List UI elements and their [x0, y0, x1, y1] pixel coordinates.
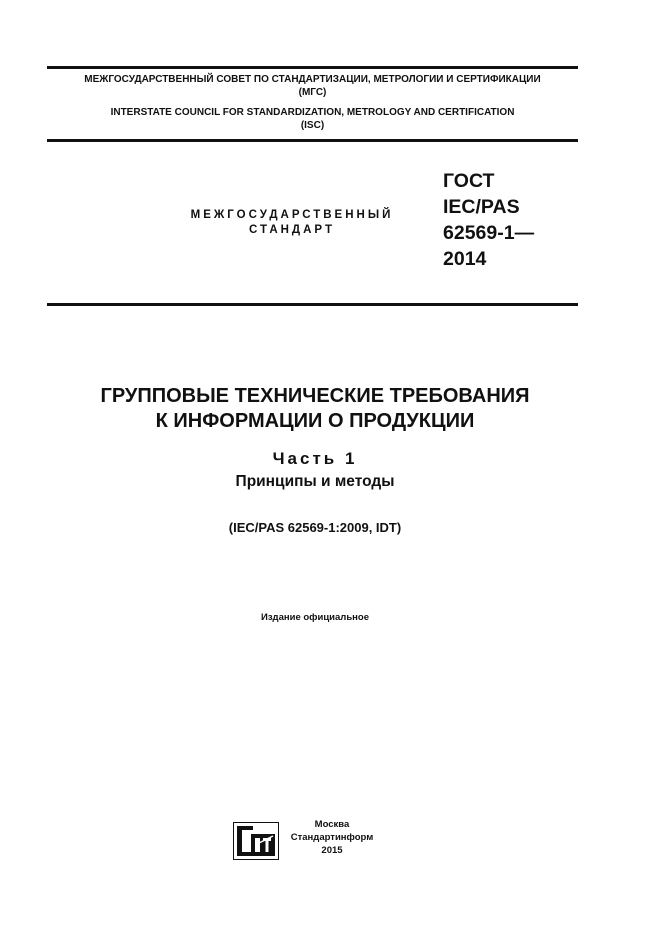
- document-title-line1: ГРУППОВЫЕ ТЕХНИЧЕСКИЕ ТРЕБОВАНИЯ: [100, 385, 530, 407]
- standard-kind-line1: МЕЖГОСУДАРСТВЕННЫЙ: [190, 209, 394, 221]
- standard-code-line: 2014: [443, 248, 487, 270]
- document-reference: (IEC/PAS 62569-1:2009, IDT): [228, 520, 402, 535]
- standard-code-line: IEC/PAS: [443, 196, 520, 218]
- publisher: [283, 818, 381, 857]
- council-en-abbr: (ISC): [300, 120, 325, 131]
- document-subtitle: Принципы и методы: [235, 473, 395, 490]
- standartinform-logo-icon: [233, 822, 279, 860]
- council-ru: [47, 73, 578, 99]
- document-title: [40, 384, 590, 434]
- standard-code-line: 62569-1—: [443, 222, 535, 244]
- publisher-name: Стандартинформ: [290, 832, 374, 843]
- publisher-year: 2015: [321, 845, 343, 856]
- standard-code-line: ГОСТ: [443, 170, 495, 192]
- bottom-rule: [47, 303, 578, 306]
- document-part: Часть 1: [272, 449, 358, 468]
- standard-kind: [168, 208, 416, 238]
- top-rule: [47, 66, 578, 69]
- publisher-city: Москва: [314, 819, 350, 830]
- council-en: [47, 106, 578, 132]
- council-ru-abbr: (МГС): [298, 87, 327, 98]
- standard-code: [443, 168, 534, 272]
- document-title-line2: К ИНФОРМАЦИИ О ПРОДУКЦИИ: [155, 410, 475, 432]
- standard-kind-line2: СТАНДАРТ: [249, 224, 335, 236]
- edition-note: Издание официальное: [261, 612, 369, 623]
- middle-rule: [47, 139, 578, 142]
- council-en-name: INTERSTATE COUNCIL FOR STANDARDIZATION, METROLOGY AND CERTIFICATION: [110, 107, 515, 118]
- council-ru-name: МЕЖГОСУДАРСТВЕННЫЙ СОВЕТ ПО СТАНДАРТИЗАЦИИ, МЕТРОЛОГИИ И СЕРТИФИКАЦИИ: [84, 74, 541, 85]
